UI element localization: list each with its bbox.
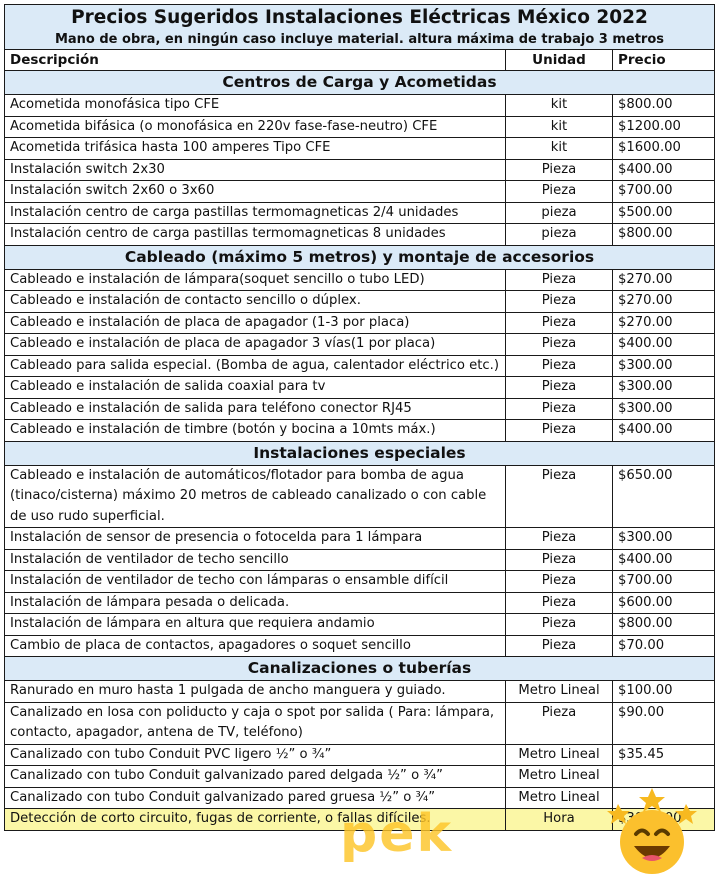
- row-unit: Pieza: [506, 398, 613, 420]
- table-row: [5, 549, 715, 571]
- page-subtitle: Mano de obra, en ningún caso incluye material. altura máxima de trabajo 3 metros: [5, 31, 715, 50]
- row-unit: Pieza: [506, 420, 613, 442]
- row-price: $700.00: [613, 181, 715, 203]
- row-price: $300.00: [613, 355, 715, 377]
- row-price: $300.00: [613, 528, 715, 550]
- row-unit: Pieza: [506, 269, 613, 291]
- row-description: Ranurado en muro hasta 1 pulgada de ancho manguera y guiado.: [5, 681, 506, 703]
- row-description: Instalación centro de carga pastillas termomagneticas 2/4 unidades: [5, 202, 506, 224]
- row-price: $700.00: [613, 571, 715, 593]
- section-title: Centros de Carga y Acometidas: [5, 71, 715, 95]
- row-description: Cableado e instalación de placa de apagador (1-3 por placa): [5, 312, 506, 334]
- row-price: $400.00: [613, 334, 715, 356]
- row-unit: Metro Lineal: [506, 766, 613, 788]
- table-row: [5, 377, 715, 399]
- table-row: [5, 614, 715, 636]
- row-description: Canalizado con tubo Conduit PVC ligero ½” o ¾”: [5, 744, 506, 766]
- row-description: Canalizado con tubo Conduit galvanizado pared gruesa ½” o ¾”: [5, 787, 506, 809]
- table-row: [5, 571, 715, 593]
- row-price: $1200.00: [613, 116, 715, 138]
- row-price: $600.00: [613, 592, 715, 614]
- row-price: $650.00: [613, 465, 715, 528]
- row-price: $270.00: [613, 312, 715, 334]
- header-unit: Unidad: [506, 50, 613, 71]
- row-unit: Pieza: [506, 291, 613, 313]
- row-unit: Pieza: [506, 465, 613, 528]
- table-row: [5, 681, 715, 703]
- row-description: Cambio de placa de contactos, apagadores o soquet sencillo: [5, 635, 506, 657]
- row-description: Acometida trifásica hasta 100 amperes Tipo CFE: [5, 138, 506, 160]
- row-price: $400.00: [613, 159, 715, 181]
- row-description: Instalación switch 2x60 o 3x60: [5, 181, 506, 203]
- row-unit: Pieza: [506, 355, 613, 377]
- row-description: Instalación centro de carga pastillas termomagneticas 8 unidades: [5, 224, 506, 246]
- row-price: $300.00: [613, 398, 715, 420]
- row-description: Instalación de sensor de presencia o fotocelda para 1 lámpara: [5, 528, 506, 550]
- table-row: [5, 528, 715, 550]
- smiley-face-icon: [606, 786, 698, 878]
- row-description: Cableado e instalación de contacto sencillo o dúplex.: [5, 291, 506, 313]
- watermark-text: pek: [340, 804, 454, 864]
- row-price: $400.00: [613, 420, 715, 442]
- row-description: Cableado e instalación de placa de apagador 3 vías(1 por placa): [5, 334, 506, 356]
- row-unit: Pieza: [506, 571, 613, 593]
- row-unit: kit: [506, 138, 613, 160]
- subtitle-row: [5, 31, 715, 50]
- row-description: Canalizado en losa con poliducto y caja o spot por salida ( Para: lámpara, contacto, apagador, antena de TV, teléfono): [5, 702, 506, 744]
- table-row: [5, 224, 715, 246]
- row-price: $800.00: [613, 95, 715, 117]
- row-price: $1600.00: [613, 138, 715, 160]
- table-row: [5, 291, 715, 313]
- row-description: Instalación de lámpara pesada o delicada.: [5, 592, 506, 614]
- table-row: [5, 95, 715, 117]
- row-description: Instalación de lámpara en altura que requiera andamio: [5, 614, 506, 636]
- row-unit: Pieza: [506, 549, 613, 571]
- row-unit: Pieza: [506, 312, 613, 334]
- row-unit: Pieza: [506, 614, 613, 636]
- title-row: [5, 5, 715, 32]
- row-description: Instalación de ventilador de techo con lámparas o ensamble difícil: [5, 571, 506, 593]
- row-description: Acometida bifásica (o monofásica en 220v fase-fase-neutro) CFE: [5, 116, 506, 138]
- table-row: [5, 355, 715, 377]
- row-description: Cableado e instalación de automáticos/flotador para bomba de agua (tinaco/cisterna) máximo 20 metros de cableado canalizado o con cable de uso rudo superficial.: [5, 465, 506, 528]
- row-unit: pieza: [506, 224, 613, 246]
- header-price: Precio: [613, 50, 715, 71]
- row-unit: Metro Lineal: [506, 681, 613, 703]
- section-header-row: [5, 245, 715, 269]
- row-description: Instalación switch 2x30: [5, 159, 506, 181]
- row-price: $90.00: [613, 702, 715, 744]
- row-price: $800.00: [613, 614, 715, 636]
- section-header-row: [5, 71, 715, 95]
- row-unit: kit: [506, 116, 613, 138]
- row-price: $35.45: [613, 744, 715, 766]
- row-price: $400.00: [613, 549, 715, 571]
- table-row: [5, 202, 715, 224]
- page-title: Precios Sugeridos Instalaciones Eléctricas México 2022: [5, 5, 715, 32]
- table-row: [5, 181, 715, 203]
- price-table: [4, 4, 715, 831]
- table-row: [5, 269, 715, 291]
- row-price: $300.00: [613, 377, 715, 399]
- table-row: [5, 766, 715, 788]
- row-price: $70.00: [613, 635, 715, 657]
- section-title: Canalizaciones o tuberías: [5, 657, 715, 681]
- row-unit: Pieza: [506, 334, 613, 356]
- row-description: Cableado e instalación de lámpara(soquet sencillo o tubo LED): [5, 269, 506, 291]
- table-row: [5, 592, 715, 614]
- row-description: Cableado e instalación de salida para teléfono conector RJ45: [5, 398, 506, 420]
- section-header-row: [5, 441, 715, 465]
- table-row: [5, 465, 715, 528]
- row-price: $270.00: [613, 269, 715, 291]
- row-description: Cableado para salida especial. (Bomba de agua, calentador eléctrico etc.): [5, 355, 506, 377]
- table-row: [5, 116, 715, 138]
- row-unit: Metro Lineal: [506, 787, 613, 809]
- table-row: [5, 138, 715, 160]
- row-price: $270.00: [613, 291, 715, 313]
- table-row: [5, 398, 715, 420]
- row-description: Instalación de ventilador de techo sencillo: [5, 549, 506, 571]
- row-description: Acometida monofásica tipo CFE: [5, 95, 506, 117]
- row-price: $500.00: [613, 202, 715, 224]
- row-unit: Pieza: [506, 181, 613, 203]
- row-description: Detección de corto circuito, fugas de corriente, o fallas difíciles.: [5, 809, 506, 831]
- row-unit: Metro Lineal: [506, 744, 613, 766]
- table-row: [5, 635, 715, 657]
- table-row: [5, 159, 715, 181]
- table-row: [5, 312, 715, 334]
- row-unit: Pieza: [506, 377, 613, 399]
- row-unit: Pieza: [506, 635, 613, 657]
- row-unit: kit: [506, 95, 613, 117]
- table-row: [5, 334, 715, 356]
- row-unit: Hora: [506, 809, 613, 831]
- row-unit: Pieza: [506, 592, 613, 614]
- section-title: Instalaciones especiales: [5, 441, 715, 465]
- row-description: Canalizado con tubo Conduit galvanizado pared delgada ½” o ¾”: [5, 766, 506, 788]
- table-row: [5, 702, 715, 744]
- row-price: $800.00: [613, 224, 715, 246]
- table-row: [5, 744, 715, 766]
- row-description: Cableado e instalación de timbre (botón y bocina a 10mts máx.): [5, 420, 506, 442]
- row-price: [613, 766, 715, 788]
- price-table-body: [5, 5, 715, 831]
- column-header-row: [5, 50, 715, 71]
- table-row: [5, 420, 715, 442]
- header-description: Descripción: [5, 50, 506, 71]
- row-unit: Pieza: [506, 528, 613, 550]
- row-description: Cableado e instalación de salida coaxial para tv: [5, 377, 506, 399]
- section-title: Cableado (máximo 5 metros) y montaje de accesorios: [5, 245, 715, 269]
- row-unit: Pieza: [506, 702, 613, 744]
- row-unit: Pieza: [506, 159, 613, 181]
- section-header-row: [5, 657, 715, 681]
- row-price: $100.00: [613, 681, 715, 703]
- row-unit: pieza: [506, 202, 613, 224]
